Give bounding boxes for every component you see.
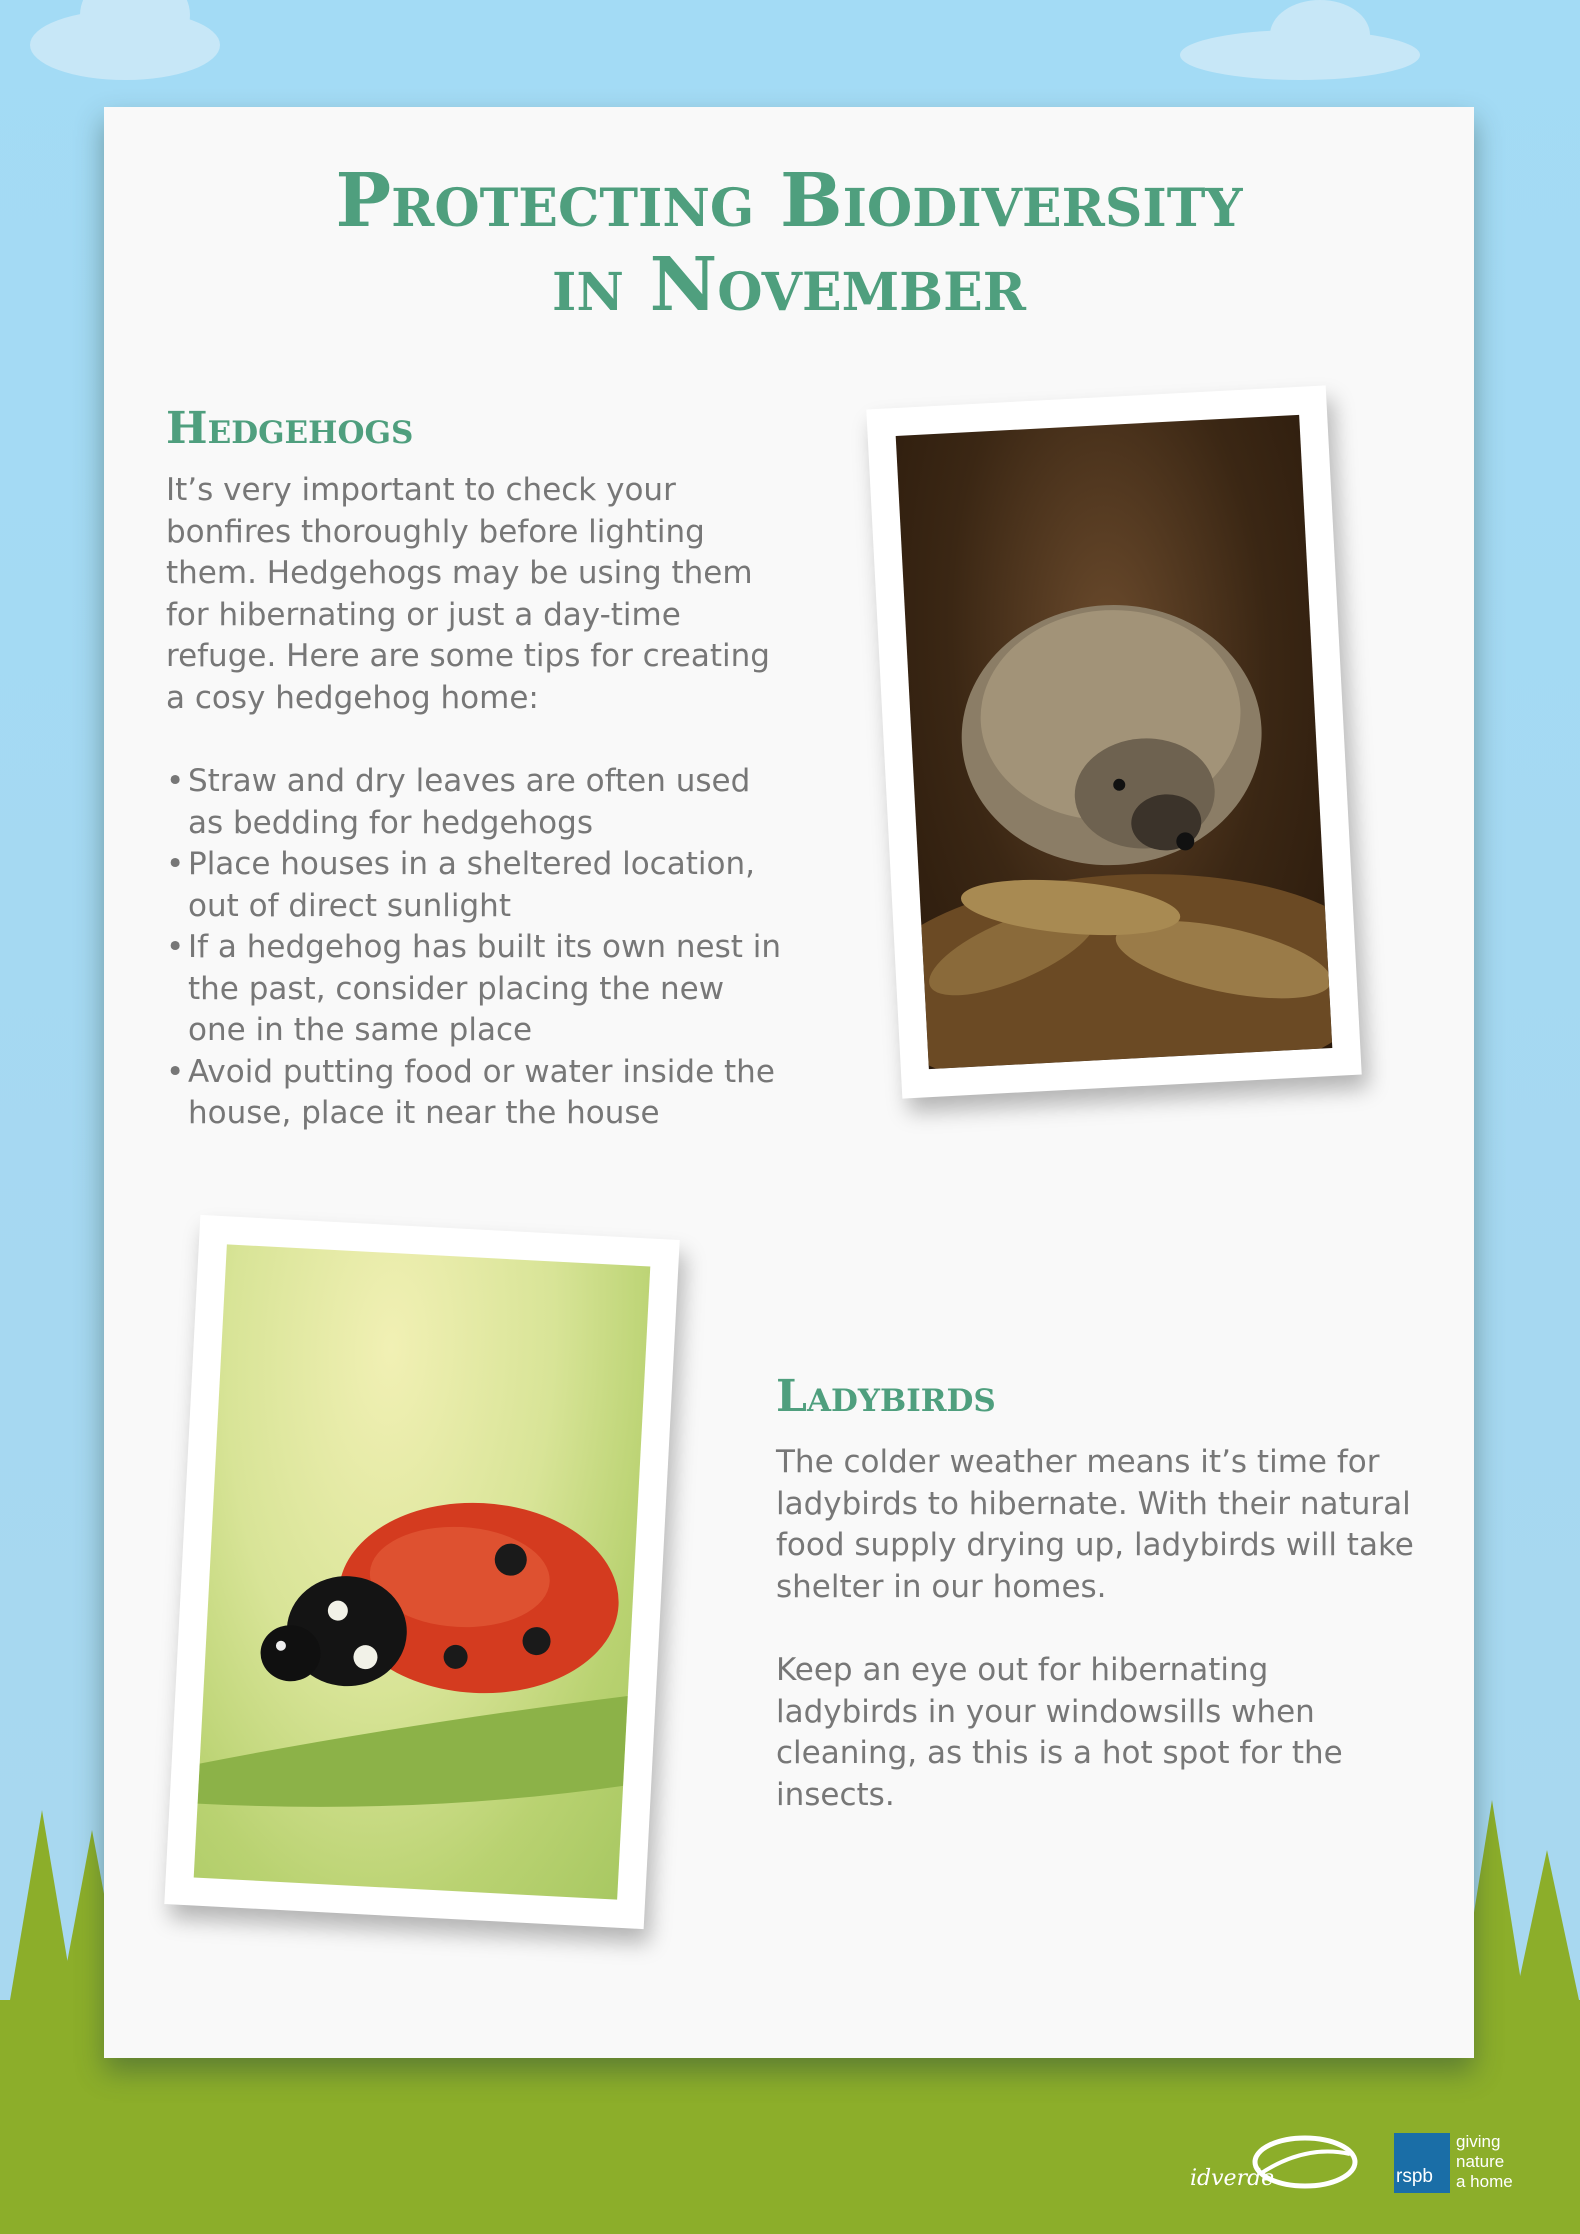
hedgehog-illustration [896, 415, 1333, 1069]
cloud [1270, 0, 1370, 70]
poster-card [104, 107, 1474, 2058]
ladybird-illustration [194, 1244, 651, 1899]
list-item: • Straw and dry leaves are often used as bedding for hedgehogs [166, 761, 786, 844]
ladybird-photo [164, 1215, 679, 1929]
rspb-logo-text: rspb [1396, 2166, 1433, 2187]
hedgehog-image [896, 415, 1333, 1069]
ladybirds-para-1: The colder weather means it’s time for ladybirds to hibernate. With their natural food supply drying up, ladybirds will take shelter in our homes. [776, 1444, 1414, 1605]
list-item: • If a hedgehog has built its own nest in the past, consider placing the new one in the same place [166, 927, 786, 1052]
list-item: • Place houses in a sheltered location, out of direct sunlight [166, 844, 786, 927]
hedgehog-tips-list [166, 761, 786, 1135]
ladybirds-heading: Ladybirds [776, 1371, 996, 1422]
ladybird-image [194, 1244, 651, 1899]
rspb-tagline: giving nature a home [1456, 2132, 1513, 2191]
hedgehogs-intro: It’s very important to check your bonfires thoroughly before lighting them. Hedgehogs may be using them for hibernating or just a day-time refuge. Here are some tips for creating a cosy hedgehog home: [166, 472, 770, 716]
list-item: • Avoid putting food or water inside the house, place it near the house [166, 1052, 786, 1135]
hedgehog-photo [866, 385, 1361, 1098]
grass-blade [1515, 1850, 1579, 2000]
ladybirds-text [776, 1442, 1416, 1816]
ladybirds-para-2: Keep an eye out for hibernating ladybirds in your windowsills when cleaning, as this is a hot spot for the insects. [776, 1652, 1343, 1813]
page-title [104, 159, 1474, 327]
hedgehogs-text [166, 470, 786, 1135]
title-line-1: Protecting Biodiversity [335, 158, 1243, 244]
idverde-logo: idverde [1190, 2166, 1275, 2191]
hedgehogs-heading: Hedgehogs [166, 403, 414, 454]
title-line-2: in November [552, 242, 1026, 328]
